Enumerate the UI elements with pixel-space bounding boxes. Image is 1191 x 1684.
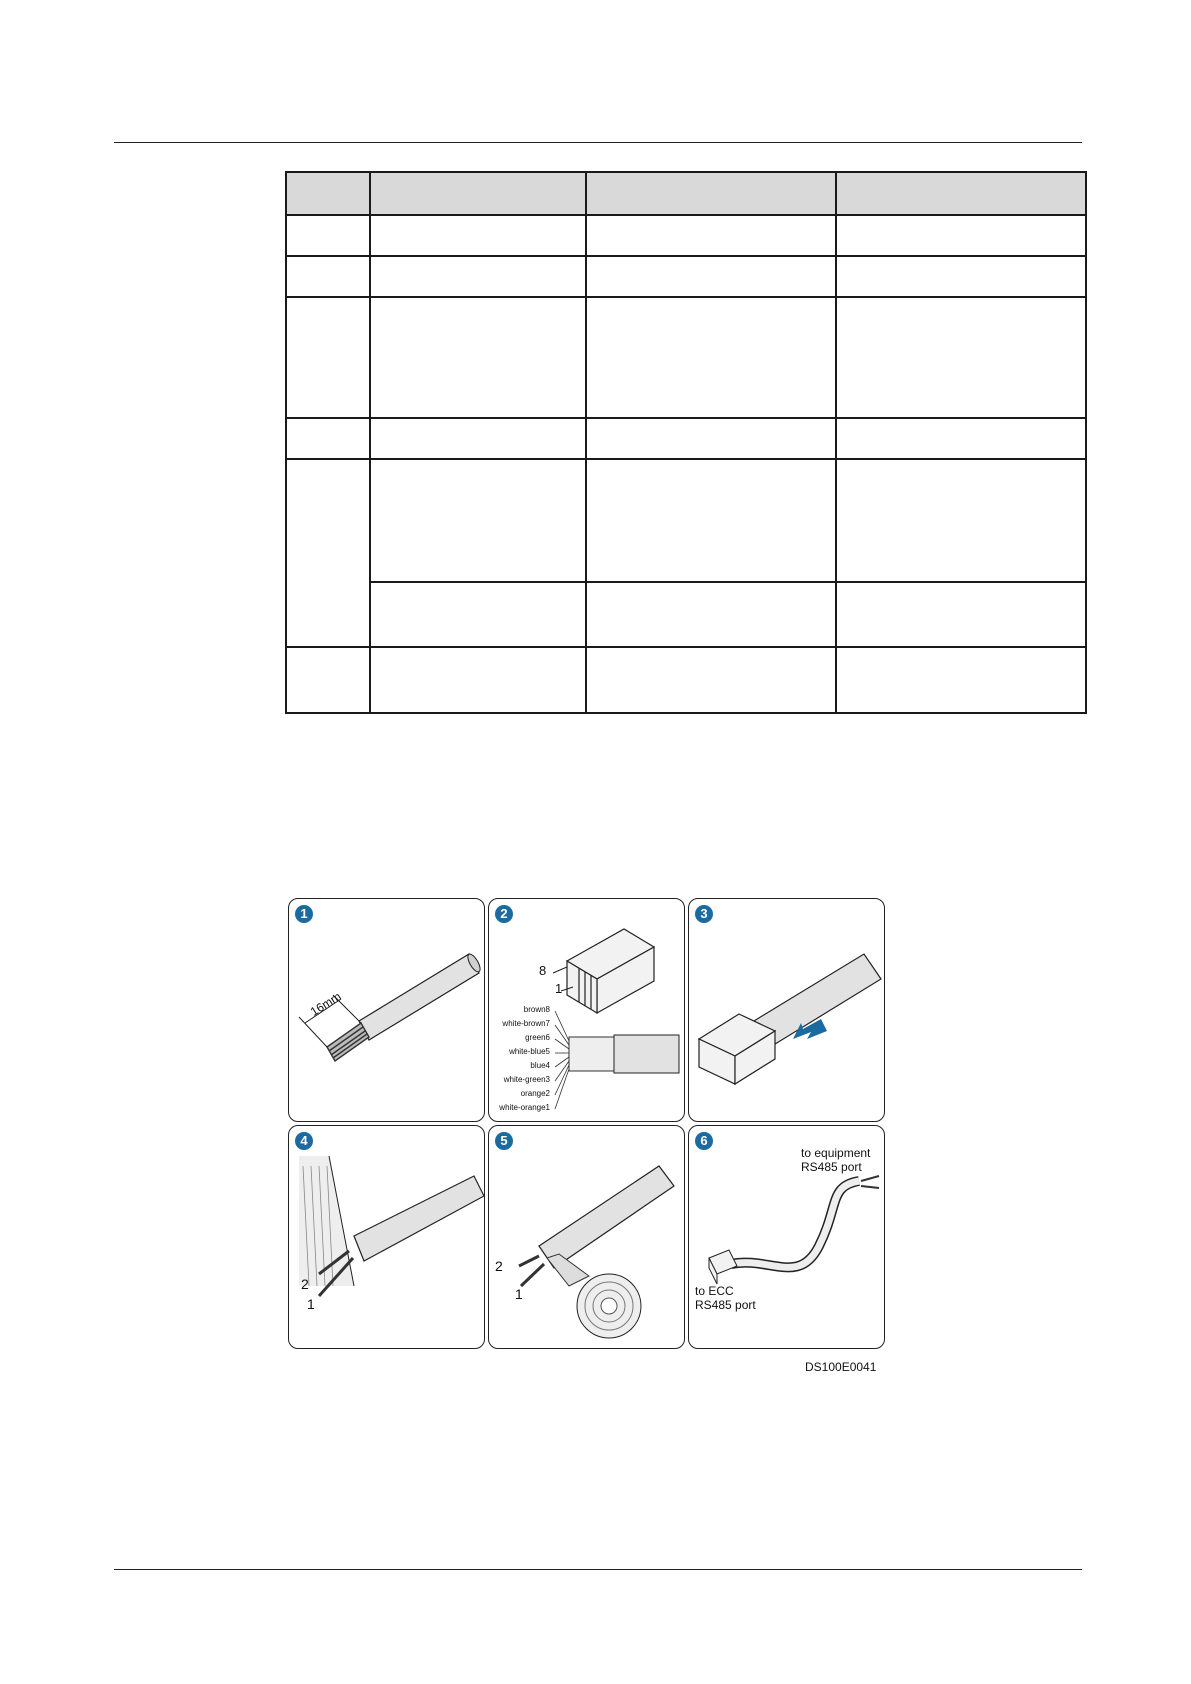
table-cell [370, 297, 586, 418]
table-row [286, 256, 1086, 297]
table-cell [286, 215, 370, 256]
table-cell [836, 647, 1086, 713]
ecc-port-label-line1: to ECC [695, 1284, 734, 1298]
pin-1-label: 1 [555, 981, 563, 996]
header-cell [286, 172, 370, 215]
wire-label: orange2 [520, 1089, 550, 1098]
step-number-badge: 1 [295, 905, 313, 923]
table-cell [286, 418, 370, 459]
table-cell [836, 582, 1086, 647]
wire-label: brown8 [523, 1005, 550, 1014]
step-3-panel [688, 898, 885, 1122]
step-2-panel [488, 898, 685, 1122]
pin-8-label: 8 [539, 963, 547, 978]
table-cell [836, 459, 1086, 582]
ecc-port-label-line2: RS485 port [695, 1298, 756, 1312]
table-cell [286, 459, 370, 647]
table-cell [286, 647, 370, 713]
wire-2-label: 2 [495, 1258, 503, 1274]
table-cell [370, 459, 586, 582]
table-row [286, 418, 1086, 459]
table-cell [836, 256, 1086, 297]
footer-rule [114, 1569, 1082, 1570]
step-number-badge: 2 [495, 905, 513, 923]
wire-1-label: 1 [307, 1296, 315, 1312]
wire-label: green6 [525, 1033, 550, 1042]
table-cell [586, 256, 836, 297]
header-cell [370, 172, 586, 215]
header-cell [836, 172, 1086, 215]
table-cell [836, 215, 1086, 256]
table-row [286, 297, 1086, 418]
table-cell [586, 647, 836, 713]
step-number-badge: 5 [495, 1132, 513, 1150]
step-number-badge: 6 [695, 1132, 713, 1150]
table-cell [370, 256, 586, 297]
header-cell [586, 172, 836, 215]
rj45-pinout-illustration [489, 899, 685, 1122]
cable-end-illustration [289, 1126, 485, 1349]
table-cell [586, 582, 836, 647]
table-header-row [286, 172, 1086, 215]
step-4-panel [288, 1125, 485, 1349]
table-row [286, 582, 1086, 647]
wire-label: white-orange1 [499, 1103, 550, 1112]
wire-label: white-green3 [503, 1075, 550, 1084]
equipment-port-label-line2: RS485 port [801, 1160, 862, 1174]
table-cell [836, 418, 1086, 459]
wire-label: white-brown7 [502, 1019, 550, 1028]
cable-assembly-figure [288, 898, 890, 1352]
table-row [286, 215, 1086, 256]
spec-table [285, 171, 1087, 714]
wire-2-label: 2 [301, 1276, 309, 1292]
table-cell [836, 297, 1086, 418]
table-cell [370, 647, 586, 713]
strip-length-label: 16mm [307, 989, 344, 1019]
equipment-port-label-line1: to equipment [801, 1146, 871, 1160]
table-cell [370, 582, 586, 647]
wire-label: blue4 [530, 1061, 550, 1070]
table-cell [286, 297, 370, 418]
wire-label: white-blue5 [509, 1047, 550, 1056]
figure-code: DS100E0041 [805, 1360, 877, 1374]
step-number-badge: 3 [695, 905, 713, 923]
table-row [286, 647, 1086, 713]
table-cell [586, 459, 836, 582]
table-cell [586, 297, 836, 418]
table-cell [586, 215, 836, 256]
table-row [286, 459, 1086, 582]
connector-insertion-illustration [689, 899, 885, 1122]
step-5-panel [488, 1125, 685, 1349]
table-cell [286, 256, 370, 297]
insulation-tape-illustration [489, 1126, 685, 1349]
step-number-badge: 4 [295, 1132, 313, 1150]
table-cell [586, 418, 836, 459]
table-cell [370, 215, 586, 256]
step-6-panel [688, 1125, 885, 1349]
header-rule [114, 142, 1082, 143]
table-cell [370, 418, 586, 459]
step-1-panel [288, 898, 485, 1122]
wire-1-label: 1 [515, 1286, 523, 1302]
